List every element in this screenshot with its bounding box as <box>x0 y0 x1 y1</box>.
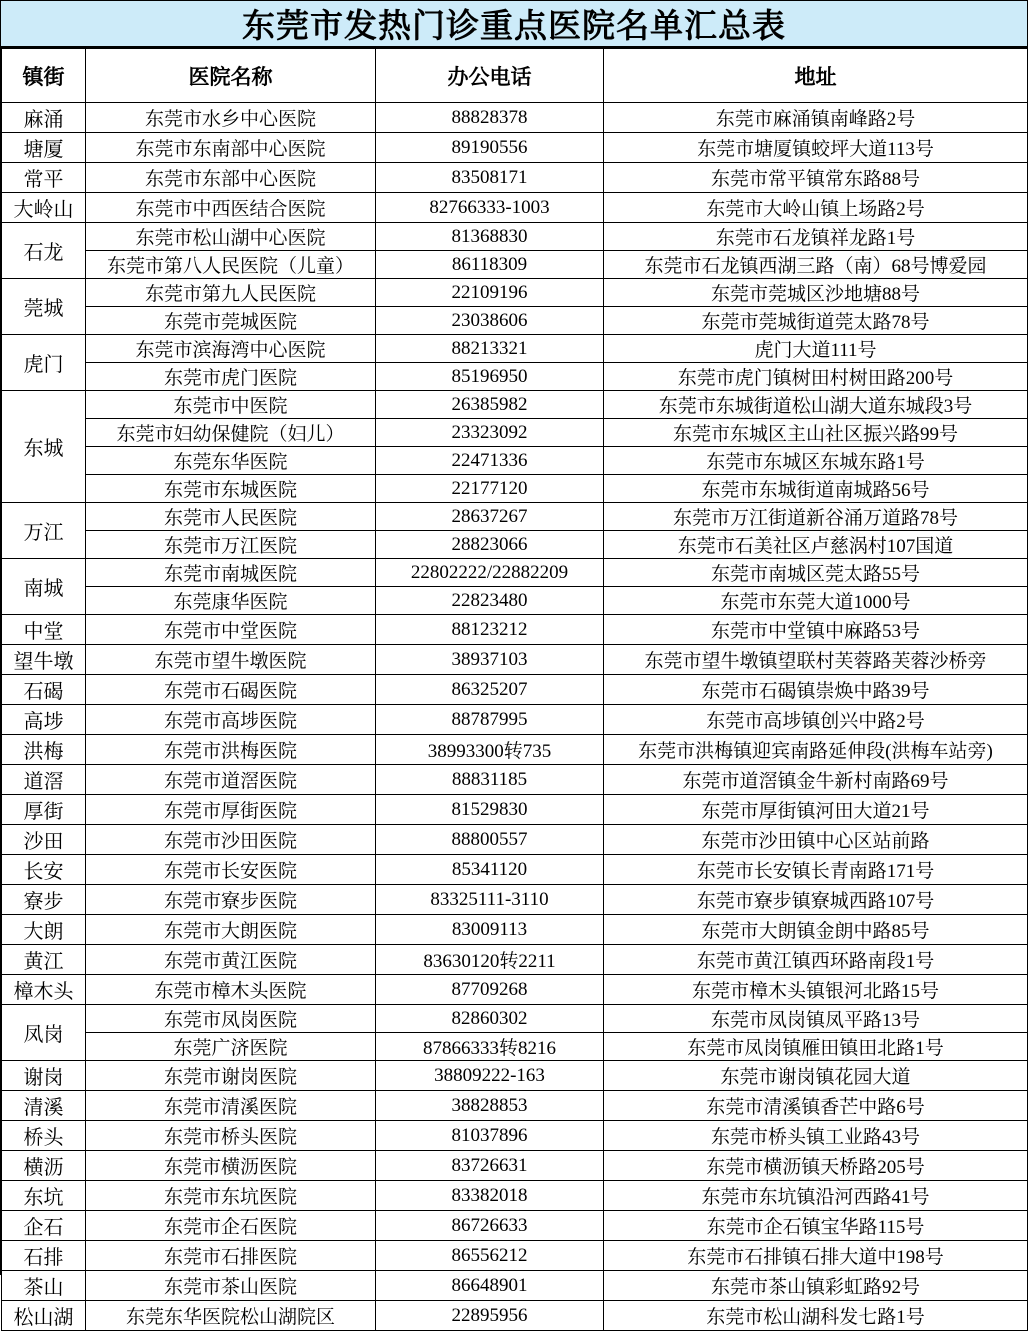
table-row <box>2 825 1028 855</box>
phone-cell: 85196950 <box>376 363 604 391</box>
address-cell: 东莞市虎门镇树田村树田路200号 <box>604 363 1028 391</box>
address-cell: 东莞市桥头镇工业路43号 <box>604 1121 1028 1151</box>
hospital-cell: 东莞市谢岗医院 <box>86 1061 376 1091</box>
phone-cell: 86726633 <box>376 1211 604 1241</box>
table-row <box>2 307 1028 335</box>
phone-cell: 83726631 <box>376 1151 604 1181</box>
phone-cell: 26385982 <box>376 391 604 419</box>
hospital-cell: 东莞市中医院 <box>86 391 376 419</box>
town-cell: 谢岗 <box>2 1061 86 1091</box>
table-row <box>2 1151 1028 1181</box>
table-row <box>2 1091 1028 1121</box>
address-cell: 东莞市东城区主山社区振兴路99号 <box>604 419 1028 447</box>
table-row <box>2 363 1028 391</box>
table-row <box>2 531 1028 559</box>
table-row <box>2 1181 1028 1211</box>
town-cell: 松山湖 <box>2 1301 86 1331</box>
table-row <box>2 915 1028 945</box>
hospital-cell: 东莞市莞城医院 <box>86 307 376 335</box>
phone-cell: 83382018 <box>376 1181 604 1211</box>
phone-cell: 86118309 <box>376 251 604 279</box>
table-row <box>2 735 1028 765</box>
header-hospital: 医院名称 <box>86 49 376 103</box>
phone-cell: 83325111-3110 <box>376 885 604 915</box>
header-row <box>2 49 1028 103</box>
address-cell: 东莞市寮步镇寮城西路107号 <box>604 885 1028 915</box>
address-cell: 东莞市企石镇宝华路115号 <box>604 1211 1028 1241</box>
table-row <box>2 251 1028 279</box>
hospital-cell: 东莞市茶山医院 <box>86 1271 376 1301</box>
hospital-cell: 东莞市黄江医院 <box>86 945 376 975</box>
phone-cell: 38937103 <box>376 645 604 675</box>
address-cell: 东莞市石排镇石排大道中198号 <box>604 1241 1028 1271</box>
phone-cell: 23323092 <box>376 419 604 447</box>
address-cell: 东莞市谢岗镇花园大道 <box>604 1061 1028 1091</box>
phone-cell: 87866333转8216 <box>376 1033 604 1061</box>
table-row <box>2 1301 1028 1331</box>
table-row <box>2 615 1028 645</box>
table-row <box>2 1061 1028 1091</box>
phone-cell: 22177120 <box>376 475 604 503</box>
address-cell: 东莞市东城街道南城路56号 <box>604 475 1028 503</box>
hospital-cell: 东莞市望牛墩医院 <box>86 645 376 675</box>
table-row <box>2 419 1028 447</box>
hospital-cell: 东莞市松山湖中心医院 <box>86 223 376 251</box>
hospital-cell: 东莞市中西医结合医院 <box>86 193 376 223</box>
town-cell: 洪梅 <box>2 735 86 765</box>
town-cell: 黄江 <box>2 945 86 975</box>
table-row <box>2 133 1028 163</box>
town-cell: 大岭山 <box>2 193 86 223</box>
address-cell: 东莞市石龙镇祥龙路1号 <box>604 223 1028 251</box>
table-header <box>2 49 1028 103</box>
hospital-cell: 东莞市桥头医院 <box>86 1121 376 1151</box>
header-town: 镇街 <box>2 49 86 103</box>
phone-cell: 81037896 <box>376 1121 604 1151</box>
phone-cell: 88123212 <box>376 615 604 645</box>
address-cell: 东莞市黄江镇西环路南段1号 <box>604 945 1028 975</box>
hospital-cell: 东莞市凤岗医院 <box>86 1005 376 1033</box>
table-row <box>2 705 1028 735</box>
hospital-cell: 东莞市虎门医院 <box>86 363 376 391</box>
town-cell: 大朗 <box>2 915 86 945</box>
address-cell: 东莞市东城街道松山湖大道东城段3号 <box>604 391 1028 419</box>
phone-cell: 38993300转735 <box>376 735 604 765</box>
hospital-table <box>1 48 1028 1331</box>
table-row <box>2 475 1028 503</box>
phone-cell: 81529830 <box>376 795 604 825</box>
address-cell: 虎门大道111号 <box>604 335 1028 363</box>
phone-cell: 23038606 <box>376 307 604 335</box>
address-cell: 东莞市望牛墩镇望联村芙蓉路芙蓉沙桥旁 <box>604 645 1028 675</box>
phone-cell: 28637267 <box>376 503 604 531</box>
phone-cell: 82860302 <box>376 1005 604 1033</box>
phone-cell: 22109196 <box>376 279 604 307</box>
address-cell: 东莞市横沥镇天桥路205号 <box>604 1151 1028 1181</box>
hospital-cell: 东莞市高埗医院 <box>86 705 376 735</box>
phone-cell: 22895956 <box>376 1301 604 1331</box>
hospital-cell: 东莞市沙田医院 <box>86 825 376 855</box>
address-cell: 东莞市凤岗镇凤平路13号 <box>604 1005 1028 1033</box>
hospital-cell: 东莞市东城医院 <box>86 475 376 503</box>
address-cell: 东莞市东坑镇沿河西路41号 <box>604 1181 1028 1211</box>
hospital-cell: 东莞市南城医院 <box>86 559 376 587</box>
table-row <box>2 855 1028 885</box>
hospital-table-body <box>2 103 1028 1331</box>
table-row <box>2 391 1028 419</box>
hospital-cell: 东莞市人民医院 <box>86 503 376 531</box>
town-cell: 凤岗 <box>2 1005 86 1061</box>
table-row <box>2 645 1028 675</box>
table-row <box>2 279 1028 307</box>
hospital-cell: 东莞康华医院 <box>86 587 376 615</box>
address-cell: 东莞市沙田镇中心区站前路 <box>604 825 1028 855</box>
address-cell: 东莞市东莞大道1000号 <box>604 587 1028 615</box>
address-cell: 东莞市石美社区卢慈涡村107国道 <box>604 531 1028 559</box>
hospital-cell: 东莞市万江医院 <box>86 531 376 559</box>
table-row <box>2 1211 1028 1241</box>
phone-cell: 38809222-163 <box>376 1061 604 1091</box>
phone-cell: 83630120转2211 <box>376 945 604 975</box>
address-cell: 东莞市万江街道新谷涌万道路78号 <box>604 503 1028 531</box>
town-cell: 沙田 <box>2 825 86 855</box>
table-row <box>2 193 1028 223</box>
phone-cell: 85341120 <box>376 855 604 885</box>
phone-cell: 87709268 <box>376 975 604 1005</box>
table-row <box>2 447 1028 475</box>
phone-cell: 88800557 <box>376 825 604 855</box>
table-row <box>2 559 1028 587</box>
town-cell: 企石 <box>2 1211 86 1241</box>
hospital-cell: 东莞东华医院 <box>86 447 376 475</box>
phone-cell: 22823480 <box>376 587 604 615</box>
town-cell: 东城 <box>2 391 86 503</box>
address-cell: 东莞市道滘镇金牛新村南路69号 <box>604 765 1028 795</box>
phone-cell: 88831185 <box>376 765 604 795</box>
hospital-cell: 东莞市横沥医院 <box>86 1151 376 1181</box>
table-row <box>2 103 1028 133</box>
address-cell: 东莞市东城区东城东路1号 <box>604 447 1028 475</box>
hospital-cell: 东莞市厚街医院 <box>86 795 376 825</box>
page-title: 东莞市发热门诊重点医院名单汇总表 <box>1 1 1027 48</box>
table-row <box>2 675 1028 705</box>
town-cell: 南城 <box>2 559 86 615</box>
table-row <box>2 1033 1028 1061</box>
town-cell: 桥头 <box>2 1121 86 1151</box>
table-row <box>2 945 1028 975</box>
address-cell: 东莞市麻涌镇南峰路2号 <box>604 103 1028 133</box>
table-row <box>2 335 1028 363</box>
phone-cell: 83508171 <box>376 163 604 193</box>
address-cell: 东莞市莞城区沙地塘88号 <box>604 279 1028 307</box>
phone-cell: 82766333-1003 <box>376 193 604 223</box>
town-cell: 茶山 <box>2 1271 86 1301</box>
hospital-cell: 东莞东华医院松山湖院区 <box>86 1301 376 1331</box>
table-row <box>2 795 1028 825</box>
phone-cell: 83009113 <box>376 915 604 945</box>
town-cell: 高埗 <box>2 705 86 735</box>
address-cell: 东莞市洪梅镇迎宾南路延伸段(洪梅车站旁) <box>604 735 1028 765</box>
town-cell: 东坑 <box>2 1181 86 1211</box>
address-cell: 东莞市樟木头镇银河北路15号 <box>604 975 1028 1005</box>
address-cell: 东莞市石碣镇崇焕中路39号 <box>604 675 1028 705</box>
address-cell: 东莞市长安镇长青南路171号 <box>604 855 1028 885</box>
phone-cell: 88828378 <box>376 103 604 133</box>
table-row <box>2 1005 1028 1033</box>
town-cell: 横沥 <box>2 1151 86 1181</box>
address-cell: 东莞市大朗镇金朗中路85号 <box>604 915 1028 945</box>
header-address: 地址 <box>604 49 1028 103</box>
town-cell: 石龙 <box>2 223 86 279</box>
table-row <box>2 1271 1028 1301</box>
table-row <box>2 1121 1028 1151</box>
hospital-cell: 东莞市滨海湾中心医院 <box>86 335 376 363</box>
address-cell: 东莞市松山湖科发七路1号 <box>604 1301 1028 1331</box>
address-cell: 东莞市常平镇常东路88号 <box>604 163 1028 193</box>
hospital-cell: 东莞市石排医院 <box>86 1241 376 1271</box>
table-row <box>2 587 1028 615</box>
town-cell: 莞城 <box>2 279 86 335</box>
table-row <box>2 975 1028 1005</box>
address-cell: 东莞市中堂镇中麻路53号 <box>604 615 1028 645</box>
table-row <box>2 1241 1028 1271</box>
phone-cell: 81368830 <box>376 223 604 251</box>
hospital-cell: 东莞市大朗医院 <box>86 915 376 945</box>
town-cell: 樟木头 <box>2 975 86 1005</box>
hospital-cell: 东莞市东部中心医院 <box>86 163 376 193</box>
address-cell: 东莞市凤岗镇雁田镇田北路1号 <box>604 1033 1028 1061</box>
town-cell: 寮步 <box>2 885 86 915</box>
hospital-cell: 东莞市第八人民医院（儿童） <box>86 251 376 279</box>
phone-cell: 86648901 <box>376 1271 604 1301</box>
hospital-cell: 东莞市水乡中心医院 <box>86 103 376 133</box>
town-cell: 清溪 <box>2 1091 86 1121</box>
hospital-cell: 东莞市道滘医院 <box>86 765 376 795</box>
town-cell: 道滘 <box>2 765 86 795</box>
hospital-cell: 东莞市石碣医院 <box>86 675 376 705</box>
hospital-cell: 东莞市洪梅医院 <box>86 735 376 765</box>
address-cell: 东莞市南城区莞太路55号 <box>604 559 1028 587</box>
phone-cell: 38828853 <box>376 1091 604 1121</box>
phone-cell: 89190556 <box>376 133 604 163</box>
header-phone: 办公电话 <box>376 49 604 103</box>
table-row <box>2 223 1028 251</box>
town-cell: 厚街 <box>2 795 86 825</box>
table-row <box>2 503 1028 531</box>
hospital-cell: 东莞广济医院 <box>86 1033 376 1061</box>
address-cell: 东莞市高埗镇创兴中路2号 <box>604 705 1028 735</box>
address-cell: 东莞市石龙镇西湖三路（南）68号博爱园 <box>604 251 1028 279</box>
hospital-cell: 东莞市寮步医院 <box>86 885 376 915</box>
town-cell: 中堂 <box>2 615 86 645</box>
town-cell: 塘厦 <box>2 133 86 163</box>
hospital-cell: 东莞市长安医院 <box>86 855 376 885</box>
town-cell: 石排 <box>2 1241 86 1271</box>
town-cell: 麻涌 <box>2 103 86 133</box>
town-cell: 石碣 <box>2 675 86 705</box>
hospital-cell: 东莞市樟木头医院 <box>86 975 376 1005</box>
phone-cell: 28823066 <box>376 531 604 559</box>
table-row <box>2 885 1028 915</box>
town-cell: 虎门 <box>2 335 86 391</box>
town-cell: 常平 <box>2 163 86 193</box>
address-cell: 东莞市大岭山镇上场路2号 <box>604 193 1028 223</box>
hospital-cell: 东莞市中堂医院 <box>86 615 376 645</box>
town-cell: 长安 <box>2 855 86 885</box>
phone-cell: 88213321 <box>376 335 604 363</box>
table-row <box>2 765 1028 795</box>
phone-cell: 86325207 <box>376 675 604 705</box>
hospital-cell: 东莞市第九人民医院 <box>86 279 376 307</box>
address-cell: 东莞市茶山镇彩虹路92号 <box>604 1271 1028 1301</box>
hospital-cell: 东莞市东坑医院 <box>86 1181 376 1211</box>
address-cell: 东莞市塘厦镇蛟坪大道113号 <box>604 133 1028 163</box>
hospital-cell: 东莞市清溪医院 <box>86 1091 376 1121</box>
town-cell: 万江 <box>2 503 86 559</box>
phone-cell: 88787995 <box>376 705 604 735</box>
address-cell: 东莞市莞城街道莞太路78号 <box>604 307 1028 335</box>
town-cell: 望牛墩 <box>2 645 86 675</box>
phone-cell: 86556212 <box>376 1241 604 1271</box>
hospital-cell: 东莞市东南部中心医院 <box>86 133 376 163</box>
hospital-cell: 东莞市企石医院 <box>86 1211 376 1241</box>
address-cell: 东莞市厚街镇河田大道21号 <box>604 795 1028 825</box>
hospital-cell: 东莞市妇幼保健院（妇儿） <box>86 419 376 447</box>
phone-cell: 22471336 <box>376 447 604 475</box>
table-row <box>2 163 1028 193</box>
phone-cell: 22802222/22882209 <box>376 559 604 587</box>
address-cell: 东莞市清溪镇香芒中路6号 <box>604 1091 1028 1121</box>
